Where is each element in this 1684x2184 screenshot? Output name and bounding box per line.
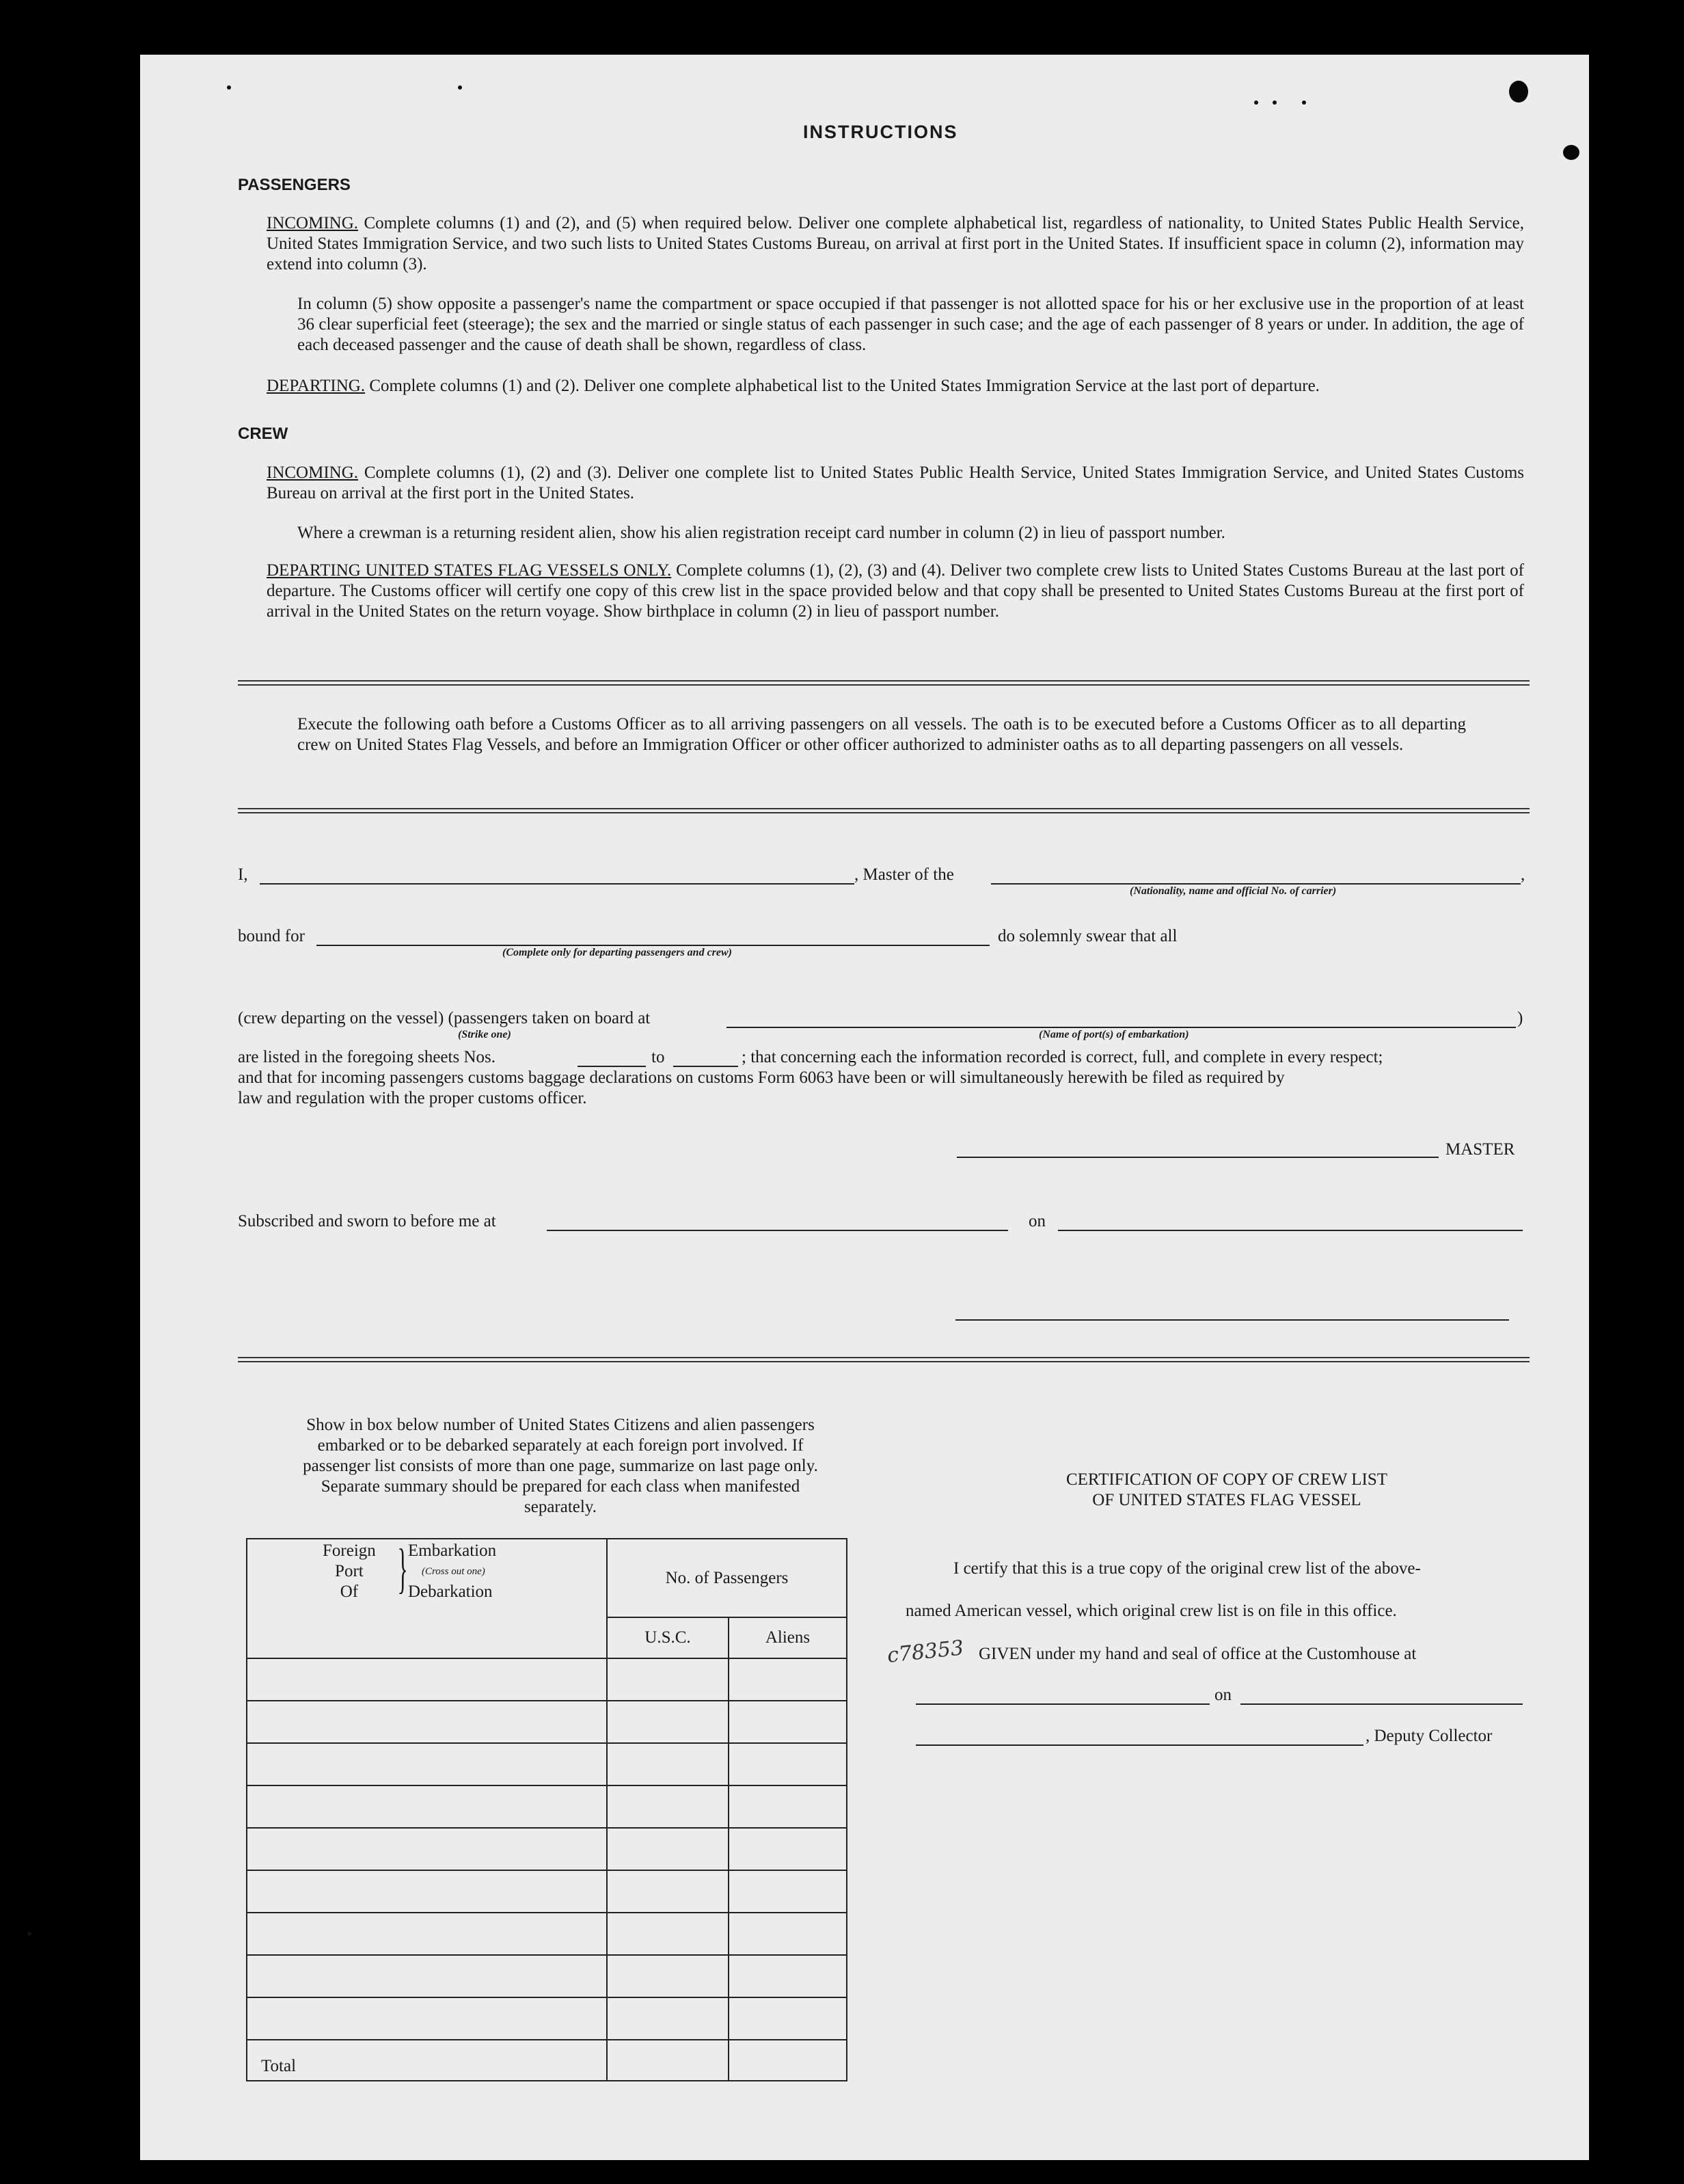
usc-cell[interactable] <box>607 1743 729 1785</box>
concerning-text: ; that concerning each the information recorded is correct, full, and complete in every respect; <box>742 1048 1383 1066</box>
usc-cell[interactable] <box>607 1658 729 1701</box>
declaration-line: and that for incoming passengers customs baggage declarations on customs Form 6063 have been or will simultaneously herewith be filed as required by <box>238 1068 1285 1087</box>
passengers-heading: PASSENGERS <box>238 176 351 194</box>
port-cell[interactable] <box>247 1658 607 1701</box>
divider <box>238 808 1530 813</box>
debarkation-option[interactable]: Debarkation <box>408 1582 493 1601</box>
usc-cell[interactable] <box>607 1997 729 2040</box>
port-cell[interactable] <box>247 1701 607 1743</box>
aliens-cell[interactable] <box>729 1913 847 1955</box>
usc-cell[interactable] <box>607 1785 729 1828</box>
port-cell[interactable] <box>247 1743 607 1785</box>
divider <box>238 1357 1530 1362</box>
handwritten-annotation: c78353 <box>886 1636 965 1668</box>
speck <box>1273 100 1277 105</box>
ink-blot <box>1563 145 1579 160</box>
speck <box>1254 100 1258 105</box>
crew-incoming-label: INCOMING. <box>267 463 359 482</box>
usc-cell[interactable] <box>607 1955 729 1997</box>
foreign-port-header: Foreign Port Of } Embarkation (Cross out one) Debarkation <box>247 1539 607 1658</box>
page-title: INSTRUCTIONS <box>803 122 958 142</box>
crew-departing-paragraph <box>267 561 1524 622</box>
crew-incoming-text: Complete columns (1), (2) and (3). Deliver one complete list to United States Public Health Service, United States Immigration Service, and United States Customs Bureau on arrival at the first port in the United States. <box>267 463 1525 502</box>
crew-heading: CREW <box>238 424 288 443</box>
speck <box>227 85 231 90</box>
given-text: GIVEN under my hand and seal of office at the Customhouse at <box>979 1645 1417 1663</box>
complete-note: (Complete only for departing passengers and crew) <box>502 947 732 958</box>
ink-blot <box>1509 81 1528 103</box>
total-aliens-cell[interactable] <box>729 2040 847 2081</box>
speck <box>458 85 462 90</box>
speck <box>27 1932 31 1936</box>
aliens-cell[interactable] <box>729 1785 847 1828</box>
certification-title-1: CERTIFICATION OF COPY OF CREW LIST <box>1065 1470 1388 1489</box>
crew-departing-text: Complete columns (1), (2), (3) and (4). Deliver two complete crew lists to United States Customs Bureau at the last port of departure. The Customs officer will certify one copy of this crew list in the space provided below and that copy shall be presented to United States Customs Bureau at the first port of arrival in the United States on the return voyage. Show birthplace in column (2) in lieu of passport number. <box>267 561 1524 621</box>
master-signature-field[interactable] <box>957 1157 1439 1158</box>
aliens-cell[interactable] <box>729 1955 847 1997</box>
oath-master-of-label: , Master of the <box>854 865 954 884</box>
strike-note: (Strike one) <box>458 1029 511 1040</box>
usc-cell[interactable] <box>607 1701 729 1743</box>
speck <box>1302 100 1306 105</box>
usc-header: U.S.C. <box>607 1617 729 1658</box>
usc-cell[interactable] <box>607 1870 729 1913</box>
total-usc-cell[interactable] <box>607 2040 729 2081</box>
sheet-to-field[interactable] <box>673 1066 738 1067</box>
usc-cell[interactable] <box>607 1913 729 1955</box>
certify-text: I certify that this is a true copy of the original crew list of the above- <box>953 1559 1421 1578</box>
aliens-cell[interactable] <box>729 1828 847 1870</box>
aliens-header: Aliens <box>729 1617 847 1658</box>
port-cell[interactable] <box>247 1997 607 2040</box>
port-cell[interactable] <box>247 1870 607 1913</box>
sworn-date-field[interactable] <box>1058 1230 1523 1231</box>
oath-intro: Execute the following oath before a Customs Officer as to all arriving passengers on all vessels. The oath is to be executed before a Customs Officer as to all departing crew on United States Flag Vessels, and before an Immigration Officer or other officer authorized to administer oaths as to all departing passengers on all vessels. <box>297 715 1466 754</box>
aliens-cell[interactable] <box>729 1701 847 1743</box>
aliens-cell[interactable] <box>729 1997 847 2040</box>
passengers-incoming-paragraph <box>267 213 1524 275</box>
document-page: INSTRUCTIONS PASSENGERS INCOMING. Complete columns (1) and (2), and (5) when required below. Deliver one complete alphabetical list, regardless of nationality, to United States Public Health Service, United States Immigration Service, and two such lists to United States Customs Bureau, on arrival at first port in the United States. If insufficient space in column (2), information may extend into column (3). In column (5) show opposite a passenger's name the compartment or space occupied if that passenger is not allotted space for his or her exclusive use in the proportion of at least 36 clear superficial feet (steerage); the sex and the married or single status of each passenger in such case; and the age of each passenger of 8 years or under. In addition, the age of each deceased passenger and the cause of death shall be shown, regardless of class. DEPARTING. Complete columns (1) and (2). Deliver one complete alphabetical list to the United States Immigration Service at the last port of departure. CREW INCOMING. Complete columns (1), (2) and (3). Deliver one complete list to United States Public Health Service, United States Immigration Service, and United States Customs Bureau on arrival at the first port in the United States. Where a crewman is a returning resident alien, show his alien registration receipt card number in column (2) in lieu of passport number. DEPARTING UNITED STATES FLAG VESSELS ONLY. Complete columns (1), (2), (3) and (4). Deliver two complete crew lists to United States Customs Bureau at the last port of departure. The Customs officer will certify one copy of this crew list in the space provided below and that copy shall be presented to United States Customs Bureau at the first port of arrival in the United States on the return voyage. Show birthplace in column (2) in lieu of passport number. Execute the following oath before a Customs Officer as to all arriving passengers on all vessels. The oath is to be executed before a Customs Officer as to all departing crew on United States Flag Vessels, and before an Immigration Officer or other officer authorized to administer oaths as to all departing passengers on all vessels. I, , Master of the , (Nationality, name and official No. of carrier) bound for do solemnly swear that all (Complete only for departing passengers and crew) (crew departing on the vessel) (passengers taken on board at ) (Strike one) (Name of port(s) of embarkation) are listed in the foregoing sheets Nos. to ; that concerning each the information recorded is correct, full, and complete in every respect; and that for incoming passengers customs baggage declarations on customs Form 6063 have been or will simultaneously herewith be filed as required by law and regulation with the proper customs officer. MASTER Subscribed and sworn to before me at on Show in box below number of United States Citizens and alien passengers embarked or to be debarked separately at each foreign port involved. If passenger list consists of more than one page, summarize on last page only. Separate summary should be prepared for each class when manifested separately. Foreign Port Of } Embarkation (Cross out one) Debarkation No. of Passengers U.S.C. Aliens Total CERTIFICATION OF COPY OF CREW LIST OF UNITED STATES FLAG VESSEL I certify that this is a true copy of the original crew list of the above- named American vessel, which original crew list is on file in this office. c78353 GIVEN under my hand and seal of office at the Customhouse at on , Deputy Collector <box>140 55 1589 2160</box>
passengers-departing-label: DEPARTING. <box>267 377 366 395</box>
certification-date-field[interactable] <box>1240 1703 1523 1705</box>
named-vessel-text: named American vessel, which original crew list is on file in this office. <box>906 1602 1397 1620</box>
deputy-collector-label: , Deputy Collector <box>1366 1727 1493 1745</box>
crew-resident-text: Where a crewman is a returning resident alien, show his alien registration receipt card number in column (2) in lieu of passport number. <box>297 524 1225 542</box>
divider <box>238 680 1530 686</box>
port-cell[interactable] <box>247 1955 607 1997</box>
deputy-signature-field[interactable] <box>916 1744 1363 1746</box>
passenger-summary-table <box>246 1538 847 2081</box>
certification-title-2: OF UNITED STATES FLAG VESSEL <box>1092 1491 1361 1509</box>
passengers-incoming-text: Complete columns (1) and (2), and (5) when required below. Deliver one complete alphabetical list, regardless of nationality, to United States Public Health Service, United States Immigration Service, and two such lists to United States Customs Bureau, on arrival at first port in the United States. If insufficient space in column (2), information may extend into column (3). <box>267 214 1525 273</box>
total-label: Total <box>247 2040 607 2081</box>
bound-for-field[interactable] <box>316 945 990 946</box>
oath-i-label: I, <box>238 865 248 884</box>
summary-instructions: Show in box below number of United States Citizens and alien passengers embarked or to be debarked separately at each foreign port involved. If passenger list consists of more than one page, summarize on last page only. Separate summary should be prepared for each class when manifested separately. <box>303 1416 818 1516</box>
port-cell[interactable] <box>247 1785 607 1828</box>
passengers-column5-paragraph: In column (5) show opposite a passenger's name the compartment or space occupied if that passenger is not allotted space for his or her exclusive use in the proportion of at least 36 clear superficial feet (steerage); the sex and the married or single status of each passenger in such case; and the age of each passenger of 8 years or under. In addition, the age of each deceased passenger and the cause of death shall be shown, regardless of class. <box>297 295 1524 354</box>
nationality-note: (Nationality, name and official No. of carrier) <box>1130 885 1337 897</box>
crew-incoming-paragraph <box>267 463 1524 504</box>
customhouse-field[interactable] <box>916 1703 1210 1705</box>
aliens-cell[interactable] <box>729 1743 847 1785</box>
embarkation-option[interactable]: Embarkation <box>408 1541 497 1560</box>
no-of-passengers-header: No. of Passengers <box>607 1539 847 1617</box>
ports-note: (Name of port(s) of embarkation) <box>1039 1029 1189 1040</box>
master-name-field[interactable] <box>260 883 854 885</box>
officer-signature-field[interactable] <box>955 1319 1509 1321</box>
bound-for-label: bound for <box>238 927 305 945</box>
declaration-line-end: law and regulation with the proper customs officer. <box>238 1089 587 1107</box>
embarkation-ports-field[interactable] <box>726 1027 1516 1028</box>
swear-text: do solemnly swear that all <box>998 927 1178 945</box>
usc-cell[interactable] <box>607 1828 729 1870</box>
port-cell[interactable] <box>247 1828 607 1870</box>
sworn-place-field[interactable] <box>547 1230 1008 1231</box>
listed-label: are listed in the foregoing sheets Nos. <box>238 1048 495 1066</box>
crew-departing-label: (crew departing on the vessel) (passengers taken on board at <box>238 1009 651 1027</box>
port-cell[interactable] <box>247 1913 607 1955</box>
passengers-incoming-label: INCOMING. <box>267 214 359 232</box>
passengers-departing-paragraph <box>267 376 1524 396</box>
aliens-cell[interactable] <box>729 1870 847 1913</box>
subscribed-label: Subscribed and sworn to before me at <box>238 1212 496 1230</box>
master-label: MASTER <box>1445 1140 1515 1159</box>
sheet-from-field[interactable] <box>578 1066 646 1067</box>
aliens-cell[interactable] <box>729 1658 847 1701</box>
carrier-field[interactable] <box>991 883 1521 885</box>
crew-departing-label: DEPARTING UNITED STATES FLAG VESSELS ONLY. <box>267 561 672 580</box>
passengers-departing-text: Complete columns (1) and (2). Deliver one complete alphabetical list to the United States Immigration Service at the last port of departure. <box>369 377 1320 395</box>
